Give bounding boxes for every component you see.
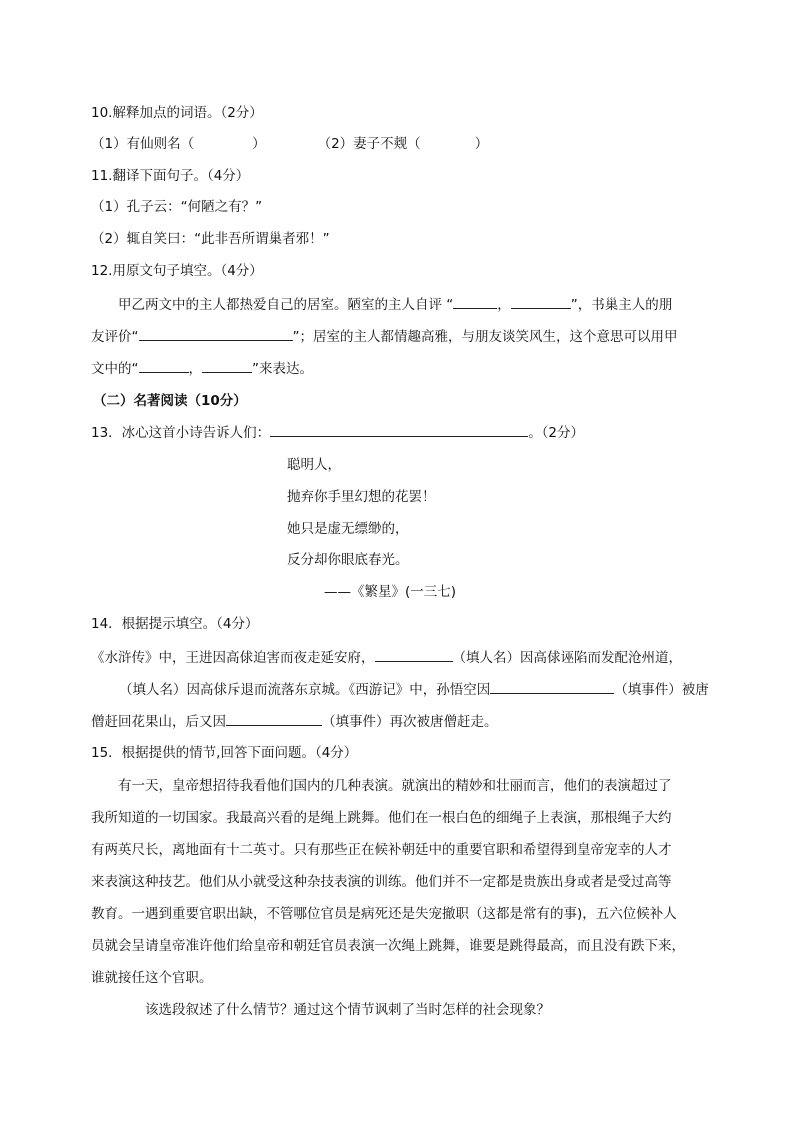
q14-blank-3[interactable] — [490, 679, 614, 694]
q12-line3 — [91, 358, 313, 379]
q12-text: ， — [497, 297, 511, 313]
q12-text: 甲乙两文中的主人都热爱自己的居室。陋室的主人自评 “ — [118, 297, 454, 313]
q10-items — [91, 134, 488, 154]
q14-line3 — [91, 711, 498, 732]
q12-line1 — [118, 294, 672, 315]
passage-line: 来表演这种技艺。他们从小就受这种杂技表演的训练。他们并不一定都是贵族出身或者是受过高等 — [91, 874, 672, 890]
q12-text: ”来表达。 — [252, 361, 313, 377]
q14-text: 僧赶回花果山，后又因 — [91, 714, 226, 730]
q12-text: ”，书巢主人的朋 — [570, 297, 673, 313]
q12-blank-2[interactable] — [511, 294, 571, 309]
poem-line: 聪明人， — [287, 457, 341, 473]
q12-text: ”；居室的主人都情趣高雅，与朋友谈笑风生，这个意思可以用甲 — [292, 329, 678, 345]
q12-line2 — [91, 326, 678, 347]
q14-text: （填人名）因高俅诬陷而发配沧州道， — [452, 650, 682, 666]
passage-line: 有两英尺长，离地面有十二英寸。只有那些正在候补朝廷中的重要官职和希望得到皇帝宠幸的人才 — [91, 842, 672, 858]
passage-line: 我所知道的一切国家。我最高兴看的是绳上跳舞。他们在一根白色的细绳子上表演，那根绳子大约 — [91, 810, 672, 826]
passage-line: 教育。一遇到重要官职出缺，不管哪位官员是病死还是失宠撤职（这都是常有的事)，五六位候补人 — [91, 906, 677, 922]
poem-source: ——《繁星》(一三七) — [324, 584, 457, 600]
poem-line: 反分却你眼底春光。 — [287, 552, 409, 568]
q13-blank[interactable] — [270, 422, 528, 437]
q15-question: 该选段叙述了什么情节？通过这个情节讽刺了当时怎样的社会现象？ — [145, 1002, 550, 1018]
q12-blank-3[interactable] — [139, 326, 293, 341]
section-heading: （二）名著阅读（10分） — [93, 393, 247, 409]
passage-line: 谁就接任这个官职。 — [91, 970, 213, 986]
q14-text: （填事件）被唐 — [614, 682, 709, 698]
q13-title — [91, 422, 584, 443]
q12-text: ， — [188, 361, 202, 377]
q10-item1-close: ） — [252, 136, 266, 152]
q10-title: 10.解释加点的词语。（2分） — [91, 105, 263, 121]
q15-title: 15．根据提供的情节,回答下面问题。（4分） — [91, 745, 358, 761]
passage-line: 有一天，皇帝想招待我看他们国内的几种表演。就演出的精妙和壮丽而言，他们的表演超过了 — [118, 778, 672, 794]
q10-item2-close: ） — [474, 136, 489, 152]
q12-blank-4[interactable] — [139, 358, 189, 373]
q14-title: 14．根据提示填空。（4分） — [91, 616, 259, 632]
passage-line: 员就会呈请皇帝准许他们给皇帝和朝廷官员表演一次绳上跳舞，谁要是跳得最高，而且没有跌下来， — [91, 938, 685, 954]
q11-title: 11.翻译下面句子。（4分） — [91, 168, 250, 184]
q12-title: 12.用原文句子填空。（4分） — [91, 263, 263, 279]
q12-blank-1[interactable] — [453, 294, 497, 309]
q11-item2: （2）辄自笑曰：“此非吾所谓巢者邪！” — [91, 231, 330, 247]
q12-text: 友评价“ — [91, 329, 139, 345]
q14-line1 — [91, 647, 682, 668]
q12-blank-5[interactable] — [202, 358, 252, 373]
q14-blank-4[interactable] — [226, 711, 322, 726]
q11-item1: （1）孔子云：“何陋之有？” — [91, 199, 263, 215]
q14-text: （填事件）再次被唐僧赶走。 — [322, 714, 498, 730]
q12-text: 文中的“ — [91, 361, 139, 377]
poem-line: 她只是虚无缥缈的， — [287, 521, 409, 537]
q10-item2: （2）妻子不觌（ — [317, 136, 421, 152]
q13-text: 。（2分） — [528, 425, 585, 441]
poem-line: 抛弃你手里幻想的花罢！ — [287, 489, 436, 505]
q14-blank-1[interactable] — [375, 647, 453, 662]
q14-text: 《水浒传》中，王进因高俅迫害而夜走延安府， — [91, 650, 375, 666]
q10-item1: （1）有仙则名（ — [91, 136, 195, 152]
q13-text: 13．冰心这首小诗告诉人们： — [91, 425, 271, 441]
q14-line2 — [91, 679, 709, 700]
q14-text: （填人名）因高俅斥退而流落东京城。《西游记》中，孙悟空因 — [119, 682, 491, 698]
